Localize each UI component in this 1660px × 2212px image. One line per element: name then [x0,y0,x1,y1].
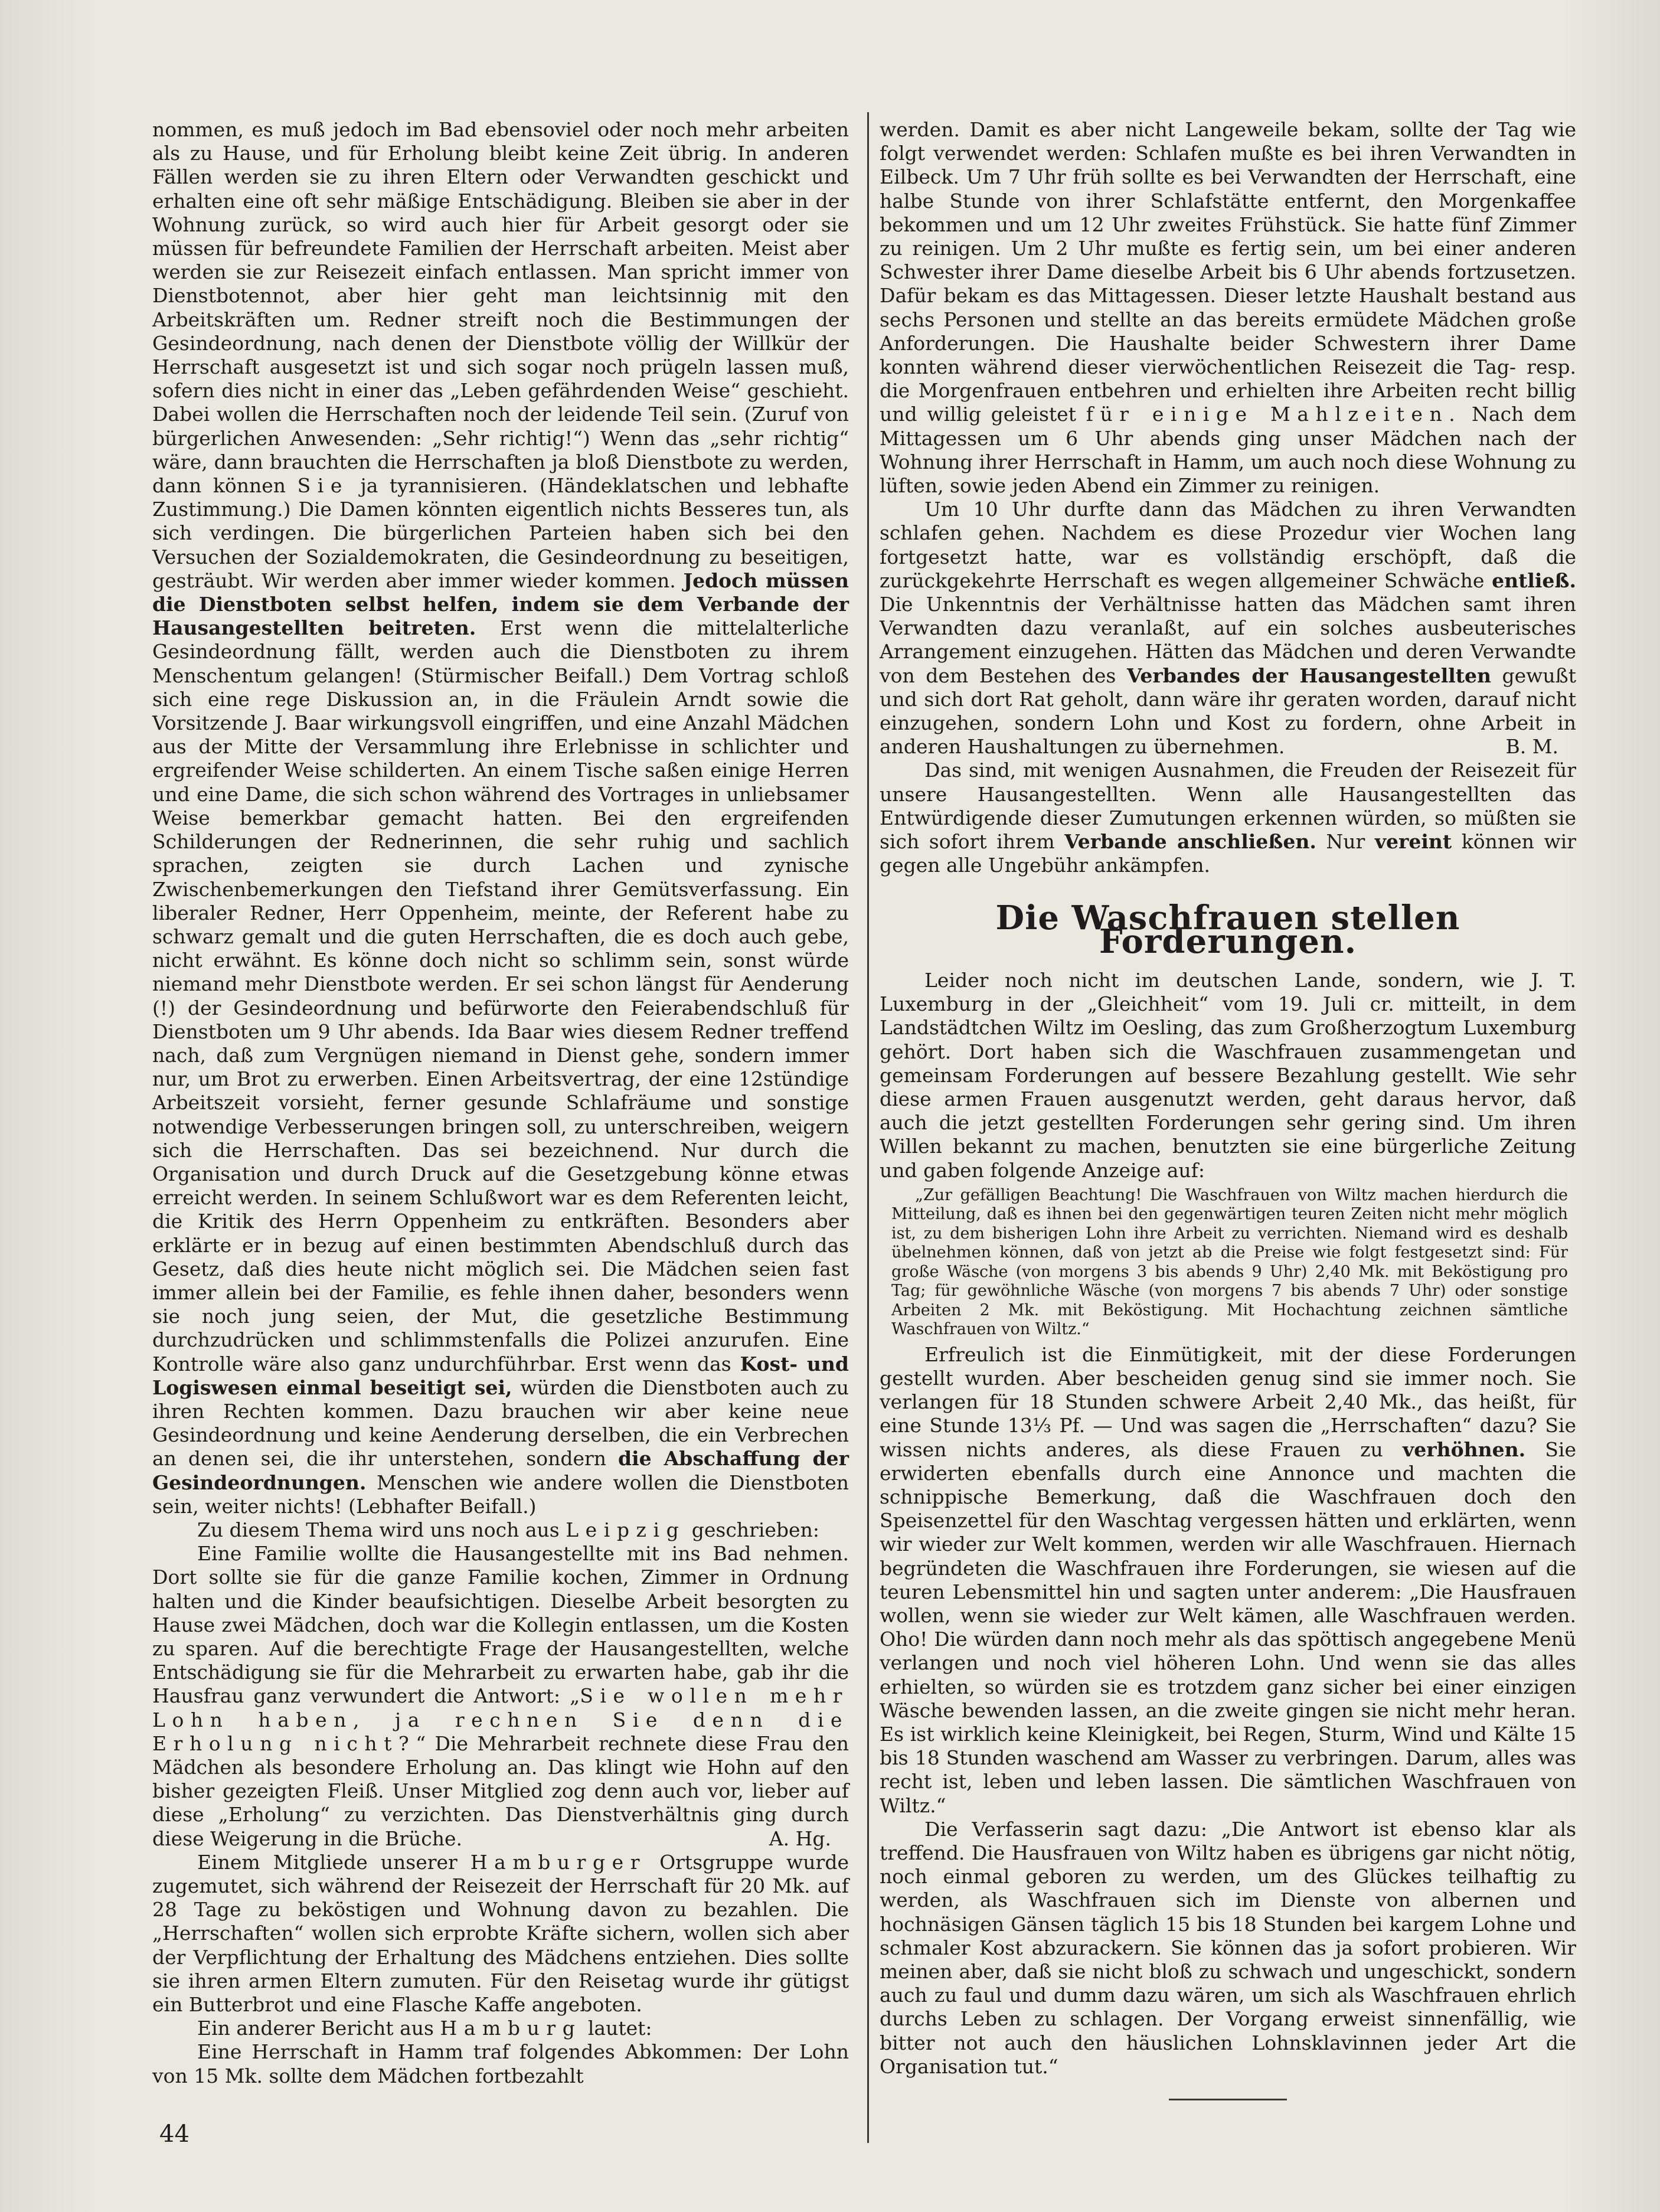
paragraph-hamburg-intro: Ein anderer Bericht aus Hamburg lautet: [197,2017,652,2040]
signature: B. M. [1505,735,1558,759]
paragraph-washerwomen-intro: Leider noch nicht im deutschen Lande, sondern, wie J. T. Luxemburg in der „Gleichheit“ vom 19. Juli cr. mitteilt, in dem Landstädtchen Wiltz im Oesling, das zum Großherzogtum Luxemburg gehört. Dort haben sich die Waschfrauen zusammengetan und gemeinsam Forderungen auf bessere Bezahlung gestellt. Wie sehr diese armen Frauen ausgenutzt werden, geht daraus hervor, daß auch die jetzt gestellten Forderungen sehr gering sind. Um ihren Willen bekannt zu machen, benutzten sie eine bürgerliche Zeitung und gaben folgende Anzeige auf: [880,968,1576,1182]
paragraph-hamm-continued: werden. Damit es aber nicht Langeweile bekam, sollte der Tag wie folgt verwendet werden: Schlafen mußte es bei ihren Verwandten in Eilbeck. Um 7 Uhr früh sollte es bei Verwandten der Herrschaft, eine halbe Stunde von ihrer Schlafstätte entfernt, den Morgenkaffee bekommen und um 12 Uhr zweites Frühstück. Sie hatte fünf Zimmer zu reinigen. Um 2 Uhr mußte es fertig sein, um bei einer anderen Schwester ihrer Dame dieselbe Arbeit bis 6 Uhr abends fortzusetzen. Dafür bekam es das Mittagessen. Dieser letzte Haushalt bestand aus sechs Personen und stellte an das bereits ermüdete Mädchen große Anforderungen. Die Haushalte beider Schwestern ihrer Dame konnten während dieser vierwöchentlichen Reisezeit die Tag- resp. die Morgenfrauen entbehren und erhielten ihre Arbeiten recht billig und willig geleistet für einige Mahlzeiten. Nach dem Mittagessen um 6 Uhr abends ging unser Mädchen nach der Wohnung ihrer Herrschaft in Hamm, um auch noch diese Wohnung zu lüften, sowie jeden Abend ein Zimmer zu reinigen. [880,118,1576,498]
paragraph-hamm-agreement: Eine Herrschaft in Hamm traf folgendes Abkommen: Der Lohn von 15 Mk. sollte dem Mädchen fortbezahlt [152,2040,849,2087]
paragraph-meeting-report: nommen, es muß jedoch im Bad ebensoviel oder noch mehr arbeiten als zu Hause, und für Erholung bleibt keine Zeit übrig. In anderen Fällen werden sie zu ihren Eltern oder Verwandten geschickt und erhalten eine oft sehr mäßige Entschädigung. Bleiben sie aber in der Wohnung zurück, so wird auch hier für Arbeit gesorgt oder sie müssen für befreundete Familien der Herrschaft arbeiten. Meist aber werden sie zur Reisezeit einfach entlassen. Man spricht immer von Dienstbotennot, aber hier geht man leichtsinnig mit den Arbeitskräften um. Redner streift noch die Bestimmungen der Gesindeordnung, nach denen der Dienstbote völlig der Willkür der Herrschaft ausgesetzt ist und sich sogar noch prügeln lassen muß, sofern dies nicht in einer das „Leben gefährdenden Weise“ geschieht. Dabei wollen die Herrschaften noch der leidende Teil sein. (Zuruf von bürgerlichen Anwesenden: „Sehr richtig!“) Wenn das „sehr richtig“ wäre, dann brauchten die Herrschaften ja bloß Dienstbote zu werden, dann können Sie ja tyrannisieren. (Händeklatschen und lebhafte Zustimmung.) Die Damen könnten eigentlich nichts Besseres tun, als sich verdingen. Die bürgerlichen Parteien haben sich bei den Versuchen der Sozialdemokraten, die Gesindeordnung zu beseitigen, gesträubt. Wir werden aber immer wieder kommen. Jedoch müssen die Dienstboten selbst helfen, indem sie dem Verbande der Hausangestellten beitreten. Erst wenn die mittelalterliche Gesindeordnung fällt, werden auch die Dienstboten zu ihrem Menschentum gelangen! (Stürmischer Beifall.) Dem Vortrag schloß sich eine rege Diskussion an, in die Fräulein Arndt sowie die Vorsitzende J. Baar wirkungsvoll eingriffen, und eine Anzahl Mädchen aus der Mitte der Versammlung ihre Erlebnisse in schlichter und ergreifender Weise schilderten. An einem Tische saßen einige Herren und eine Dame, die sich schon während des Vortrages in unliebsamer Weise bemerkbar gemacht hatten. Bei den ergreifenden Schilderungen der Rednerinnen, die sehr ruhig und sachlich sprachen, zeigten sie durch Lachen und zynische Zwischenbemerkungen den Tiefstand ihrer Gemütsverfassung. Ein liberaler Redner, Herr Oppenheim, meinte, der Referent habe zu schwarz gemalt und die guten Herrschaften, die es doch auch gebe, nicht erwähnt. Es könne doch nicht so schlimm sein, sonst würde niemand mehr Dienstbote werden. Er sei schon längst für Aenderung (!) der Gesindeordnung und befürworte den Feierabendschluß für Dienstboten um 9 Uhr abends. Ida Baar wies diesem Redner treffend nach, daß zum Vergnügen niemand in Dienst gehe, sondern immer nur, um Brot zu erwerben. Einen Arbeitsvertrag, der eine 12stündige Arbeitszeit vorsieht, ferner gesunde Schlafräume und sonstige notwendige Verbesserungen bringen soll, zu unterschreiben, weigern sich die Herrschaften. Das sei bezeichnend. Nur durch die Organisation und durch Druck auf die Gesetzgebung könne etwas erreicht werden. In seinem Schlußwort war es dem Referenten leicht, die Kritik des Herrn Oppenheim zu entkräften. Besonders aber erklärte er in bezug auf einen bestimmten Abendschluß durch das Gesetz, daß dies heute nicht möglich sei. Die Mädchen seien fast immer allein bei der Familie, es fehle ihnen daher, besonders wenn sie noch jung seien, der Mut, die gesetzliche Bestimmung durchzudrücken und schlimmstenfalls die Polizei anzurufen. Eine Kontrolle wäre also ganz undurchführbar. Erst wenn das Kost- und Logiswesen einmal beseitigt sei, würden die Dienstboten auch zu ihren Rechten kommen. Dazu brauchen wir aber keine neue Gesindeordnung und keine Aenderung derselben, die ein Verbrechen an denen sei, die ihr unterstehen, sondern die Abschaffung der Gesindeordnungen. Menschen wie andere wollen die Dienstboten sein, weiter nichts! (Lebhafter Beifall.) [152,118,849,1518]
article-heading: Die Waschfrauen stellen Forderungen. [995,898,1460,961]
paragraph-author-comment: Die Verfasserin sagt dazu: „Die Antwort ist ebenso klar als treffend. Die Hausfrauen von Wiltz haben es übrigens gar nicht nötig, noch einmal geboren zu werden, um des Glückes teilhaftig zu werden, als Waschfrauen sich im Dienste von albernen und hochnäsigen Gänsen täglich 15 bis 18 Stunden bei kargem Lohne und schmaler Kost abzurackern. Sie können das ja sofort probieren. Wir meinen aber, daß sie nicht bloß zu schwach und ungeschickt, sondern auch zu faul und dumm dazu wären, um sich als Waschfrauen ehrlich durchs Leben zu schlagen. Der Vorgang erweist sinnenfällig, wie bitter not auch den häuslichen Lohnsklavinnen jeder Art die Organisation tut.“ [880,1817,1576,2078]
column-divider [867,112,869,2143]
paragraph-hamm-outcome: Um 10 Uhr durfte dann das Mädchen zu ihren Verwandten schlafen gehen. Nachdem es diese Prozedur vier Wochen lang fortgesetzt hatte, war es vollständig erschöpft, daß die zurückgekehrte Herrschaft es wegen allgemeiner Schwäche entließ. Die Unkenntnis der Verhältnisse hatten das Mädchen samt ihren Verwandten dazu veranlaßt, auf ein solches ausbeuterisches Arrangement einzugehen. Hätten das Mädchen und deren Verwandte von dem Bestehen des Verbandes der Hausangestellten gewußt und sich dort Rat geholt, dann wäre ihr geraten worden, darauf nicht einzugehen, sondern Lohn und Kost zu fordern, ohne Arbeit in anderen Haushaltungen zu übernehmen. B. M. [880,498,1576,759]
article-end-rule [1169,2099,1287,2100]
page-number: 44 [159,2120,189,2148]
paragraph-leipzig-report: Eine Familie wollte die Hausangestellte mit ins Bad nehmen. Dort sollte sie für die ganze Familie kochen, Zimmer in Ordnung halten und die Kinder beaufsichtigen. Dieselbe Arbeit besorgten zu Hause zwei Mädchen, doch war die Kollegin entlassen, um die Kosten zu sparen. Auf die berechtigte Frage der Hausangestellten, welche Entschädigung sie für die Mehrarbeit zu erwarten habe, gab ihr die Hausfrau ganz verwundert die Antwort: „Sie wollen mehr Lohn haben, ja rechnen Sie denn die Erholung nicht?“ Die Mehrarbeit rechnete diese Frau den Mädchen als besondere Erholung an. Das klingt wie Hohn auf den bisher gezeigten Fleiß. Unser Mitglied zog denn auch vor, lieber auf diese „Erholung“ zu verzichten. Das Dienstverhältnis ging durch diese Weigerung in die Brüche. A. Hg. [152,1542,849,1850]
emphasis-join-union: Jedoch müssen die Dienstboten selbst helfen, indem sie dem Verbande der Hausangestellten beitreten. [152,568,849,640]
paragraph-conclusion: Das sind, mit wenigen Ausnahmen, die Freuden der Reisezeit für unsere Hausangestellten. Wenn alle Hausangestellten das Entwürdigende dieser Zumutungen erkennen würden, so müßten sie sich sofort ihrem Verbande anschließen. Nur vereint können wir gegen alle Ungebühr ankämpfen. [880,759,1576,877]
paragraph-hamburg-report: Einem Mitgliede unserer Hamburger Ortsgruppe wurde zugemutet, sich während der Reisezeit der Herrschaft für 20 Mk. auf 28 Tage zu beköstigen und Wohnung davon zu bezahlen. Die „Herrschaften“ wollen sich erprobte Kräfte sichern, wollen sich aber der Verpflichtung der Erhaltung des Mädchens entziehen. Dies sollte sie ihren armen Eltern zumuten. Für den Reisetag wurde ihr gütigst ein Butterbrot und eine Flasche Kaffe angeboten. [152,1850,849,2017]
right-column [880,118,1576,2100]
paragraph-washerwomen-response: Erfreulich ist die Einmütigkeit, mit der diese Forderungen gestellt wurden. Aber bescheiden genug sind sie immer noch. Sie verlangen für 18 Stunden schwere Arbeit 2,40 Mk., das heißt, für eine Stunde 13⅓ Pf. — Und was sagen die „Herrschaften“ dazu? Sie wissen nichts anderes, als diese Frauen zu verhöhnen. Sie erwiderten ebenfalls durch eine Annonce und machten die schnippische Bemerkung, daß die Waschfrauen doch den Speisenzettel für den Waschtag vergessen hätten und erklärten, wenn wir wieder zur Welt kommen, werden wir alle Waschfrauen. Hiernach begründeten die Waschfrauen ihre Forderungen, sie wiesen auf die teuren Lebensmittel hin und sagten unter anderem: „Die Hausfrauen wollen, wenn sie wieder zur Welt kämen, alle Waschfrauen werden. Oho! Die würden dann noch mehr als das spöttisch angegebene Menü verlangen und noch viel höheren Lohn. Und wenn sie das alles erhielten, so würden sie es trotzdem ganz sicher bei einer einzigen Wäsche bewenden lassen, an die zweite gingen sie nicht mehr heran. Es ist wirklich keine Kleinigkeit, bei Regen, Sturm, Wind und Kälte 15 bis 18 Stunden waschend am Wasser zu verbringen. Darum, alles was recht ist, leben und leben lassen. Die sämtlichen Waschfrauen von Wiltz.“ [880,1342,1576,1817]
left-column [152,118,849,2088]
signature: A. Hg. [769,1827,831,1850]
advertisement-quote: „Zur gefälligen Beachtung! Die Waschfrauen von Wiltz machen hierdurch die Mitteilung, daß es ihnen bei den gegenwärtigen teuren Zeiten nicht mehr möglich ist, zu dem bisherigen Lohn ihre Arbeit zu verrichten. Niemand wird es deshalb übelnehmen können, daß von jetzt ab die Preise wie folgt festgesetzt sind: Für große Wäsche (von morgens 3 bis abends 9 Uhr) 2,40 Mk. mit Beköstigung pro Tag; für gewöhnliche Wäsche (von morgens 7 bis abends 7 Uhr) oder sonstige Arbeiten 2 Mk. mit Beköstigung. Mit Hochachtung zeichnen sämtliche Waschfrauen von Wiltz.“ [891,1185,1568,1339]
paragraph-leipzig-intro: Zu diesem Thema wird uns noch aus Leipzig geschrieben: [197,1518,819,1541]
